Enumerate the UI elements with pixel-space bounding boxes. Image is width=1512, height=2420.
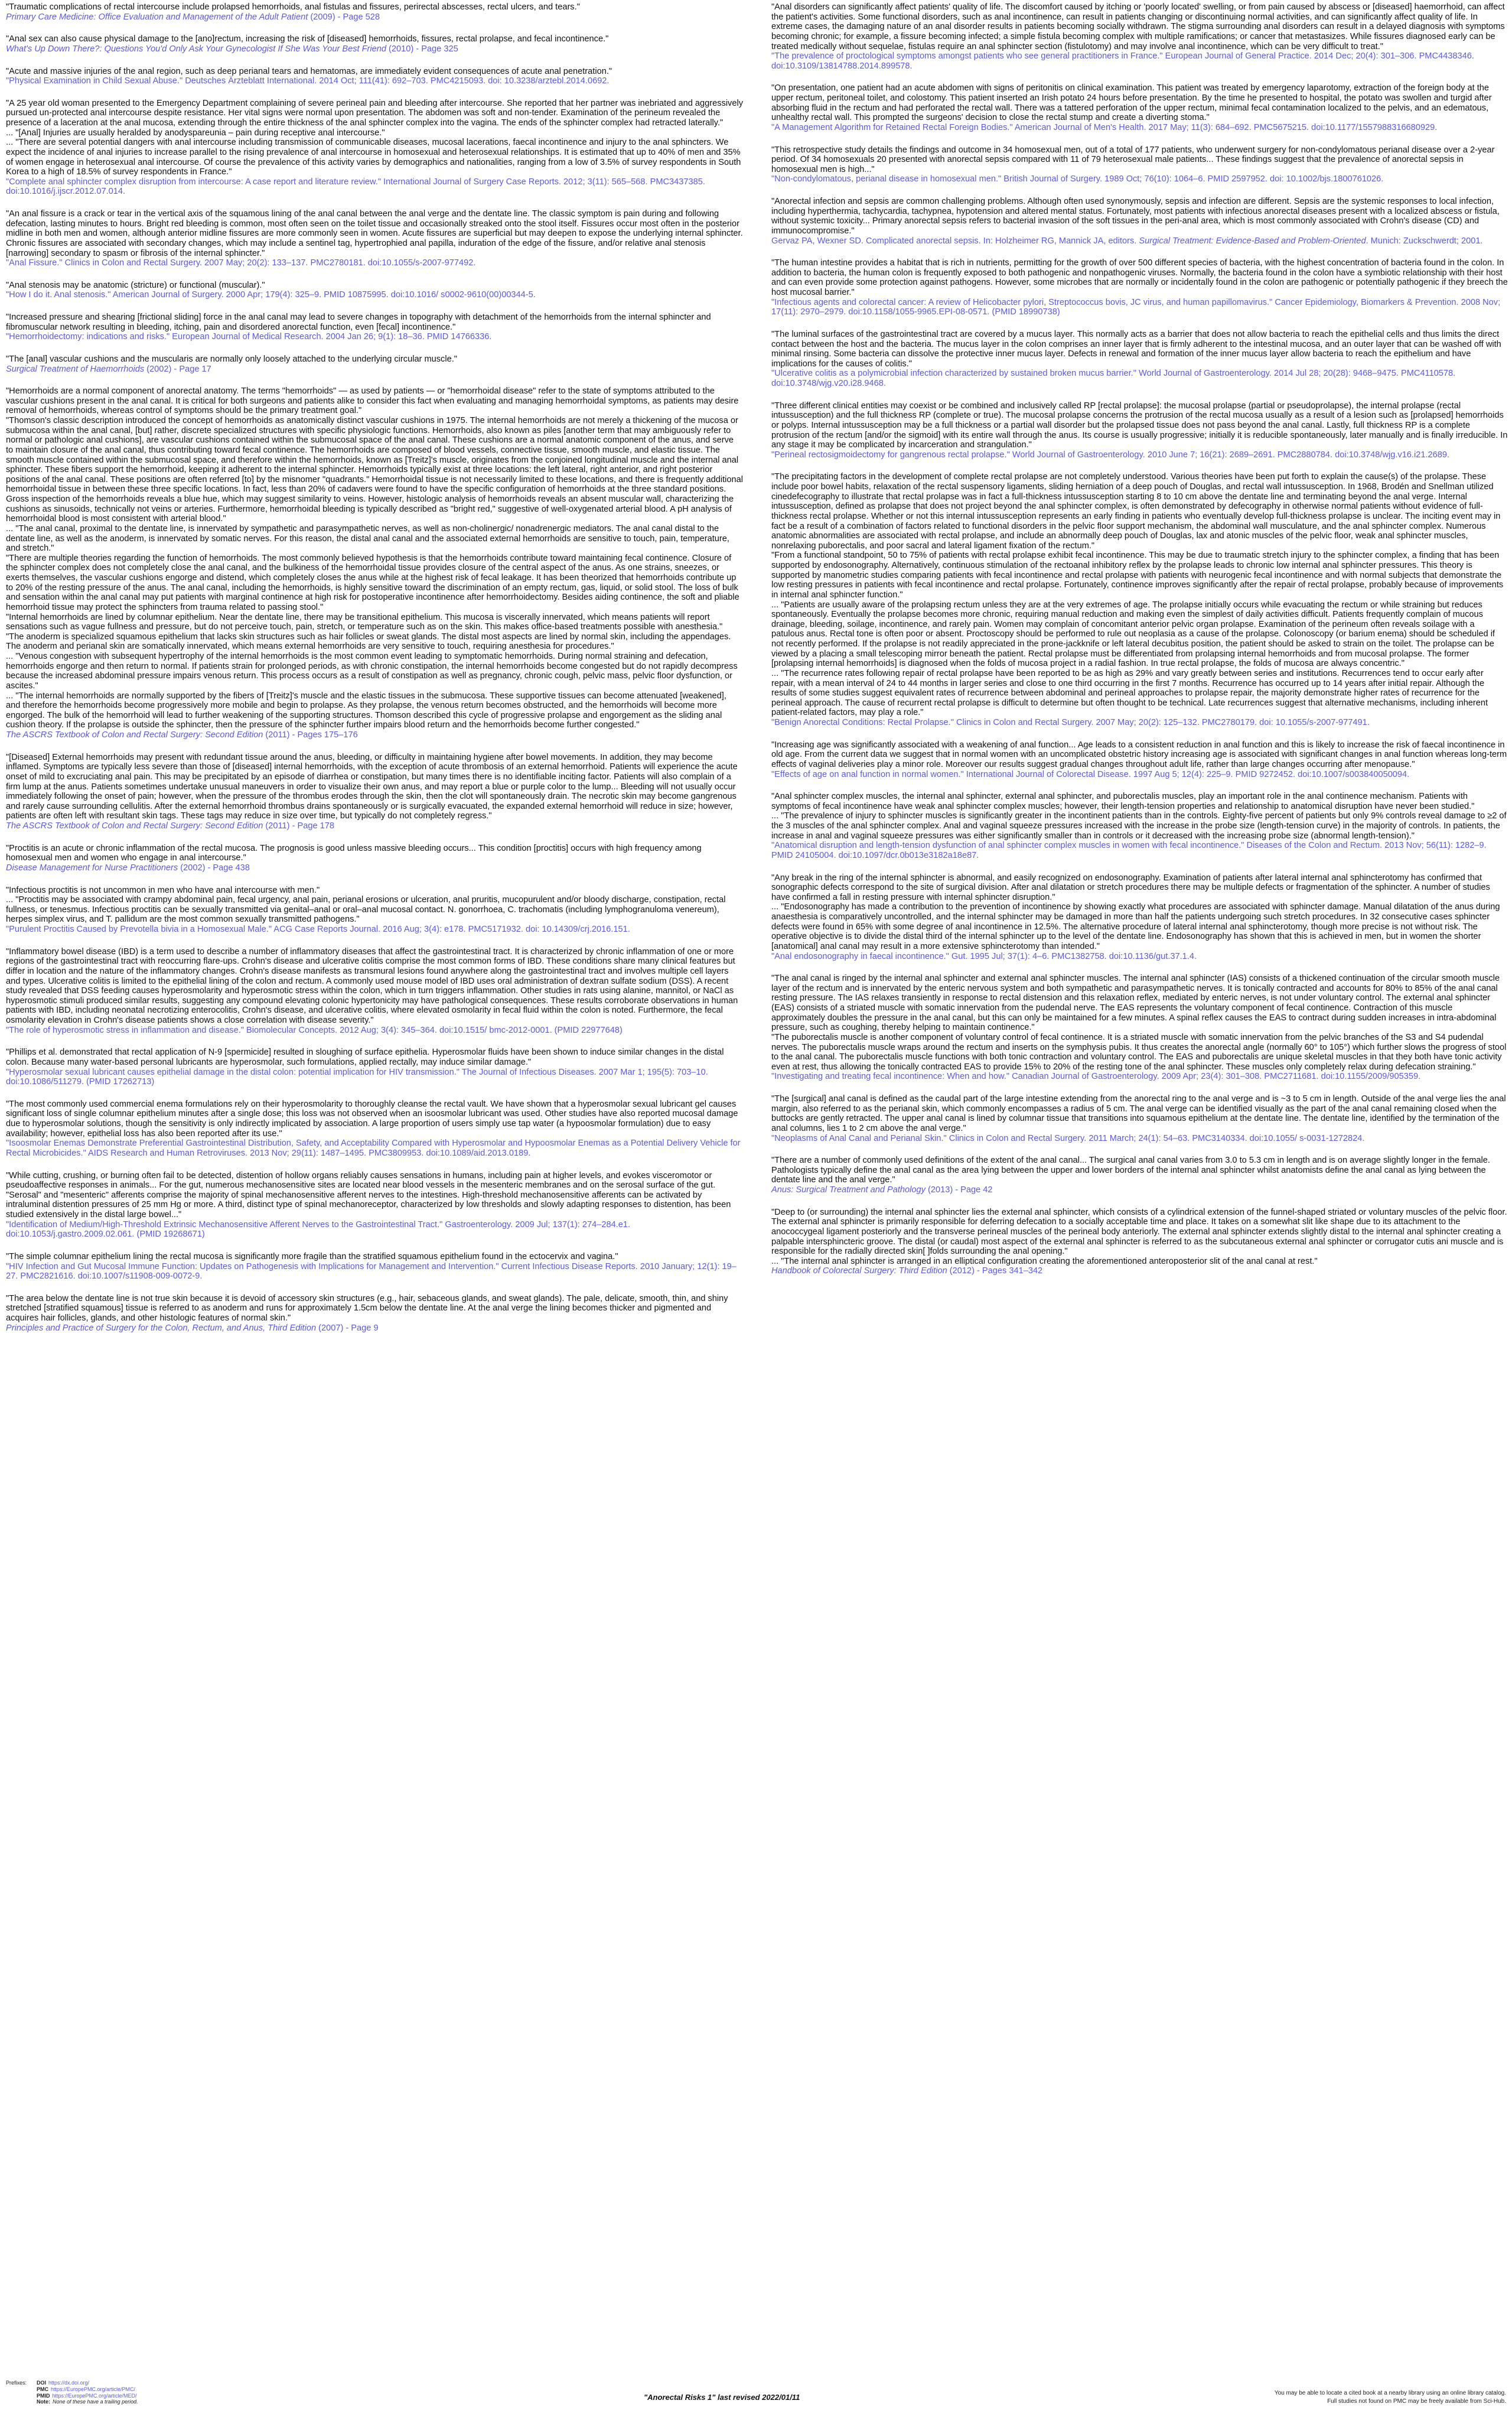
quote-text: "The [anal] vascular cushions and the muscularis are normally only loosely attached to the underlying circular muscle." — [6, 354, 457, 364]
quote-entry — [6, 1048, 743, 1087]
right-column — [771, 2, 1508, 1289]
page-footer — [0, 2370, 1512, 2420]
citation-detail[interactable]: "A Management Algorithm for Retained Rectal Foreign Bodies." American Journal of Men's Health. 2017 May; 11(3): 684–692. PMC5675215. doi:10.1177/1557988316680929. — [771, 122, 1438, 132]
quote-text: "[Diseased] External hemorrhoids may present with redundant tissue around the anus, bleeding, or difficulty in maintaining hygiene after bowel movements. In addition, they may become inflamed. Symptoms are typically less severe than those of [diseased] internal hemorrhoids, with the exception of acute thrombosis of an external hemorrhoid. Patients will experience the acute onset of mild to excruciating anal pain. This may be precipitated by an episode of diarrhea or constipation, but many times there is no identifiable inciting factor. Patients will also complain of a firm lump at the anus. Patients sometimes undertake unusual maneuvers in order to visualize their own anus, and may report a blue or purple color to the lump... Bleeding will not usually occur immediately following the onset of pain; however, when the pressure of the thrombus erodes through the skin, then the clot will spontaneously drain. The necrotic skin may become gangrenous and rarely cause surrounding cellulitis. After the external hemorrhoid thrombus drains spontaneously or is surgically evacuated, the expanded external hemorrhoid will reduce in size; however, patients are often left with resultant skin tags. These tags may reduce in size over time, but typically do not completely regress." — [6, 752, 740, 821]
citation-detail[interactable]: (2012) - Pages 341–342 — [947, 1266, 1043, 1276]
quote-entry — [6, 1294, 743, 1333]
citation-detail[interactable]: "Neoplasms of Anal Canal and Perianal Skin." Clinics in Colon and Rectal Surgery. 2011 March; 24(1): 54–63. PMC3140334. doi:10.1055/ s-0031-1272824. — [771, 1133, 1365, 1143]
quote-text: "Anorectal infection and sepsis are common challenging problems. Although often used synonymously, sepsis and infection are different. Sepsis are the systemic responses to local infection, including hyperthermia, tachycardia, tachypnea, hypotension and altered mental status. Fortunately, most patients with infectious anorectal diseases present with a localized abscess or fistula, without systemic toxicity... Primary anorectal sepsis refers to bacterial invasion of the soft tissues in the peri-anal area, which is most commonly associated with Crohn's disease (CD) and immunocompromise." — [771, 197, 1502, 236]
citation-detail[interactable]: "Complete anal sphincter complex disruption from intercourse: A case report and literature review." International Journal of Surgery Case Reports. 2012; 3(11): 565–568. PMC3437385. doi:10.1016/j.ijscr.2012.07.014. — [6, 177, 708, 197]
quote-text: "Three different clinical entities may coexist or be combined and inclusively called RP [rectal prolapse]: the mucosal prolapse (partial or pseudoprolapse), the internal prolapse (rectal intussusception) and the full thickness RP (complete or true). The mucosal prolapse concerns the protrusion of the rectal mucosa usually as a result of a lesion such as [prolapsed] hemorrhoids or polyps. Internal intussusception may be a full thickness or a partial wall disorder but the prolapsed tissue does not pass beyond the anal canal. Lastly, full thickness RP is a complete protrusion of the rectum [and/or the sigmoid] with its entire wall through the anus. Its course is usually progressive; initially it is reducible spontaneously, later manually and is finally irreducible. In any stage it may be complicated by incarceration and strangulation." — [771, 401, 1510, 450]
quote-entry — [6, 99, 743, 197]
citation[interactable] — [6, 925, 743, 935]
citation-title[interactable]: Handbook of Colorectal Surgery: Third Edition — [771, 1266, 947, 1276]
citation-title[interactable]: Anus: Surgical Treatment and Pathology — [771, 1185, 926, 1195]
quote-text: "On presentation, one patient had an acute abdomen with signs of peritonitis on clinical examination. This patient was treated by emergency laparotomy, extraction of the foreign body at the upper rectum, peritoneal toilet, and colostomy. This patient inserted an Irish potato 24 hours before presentation. By the time he presented to hospital, the potato was swollen and turgid after absorbing fluid in the rectum and had perforated the rectal wall. There was a tattered perforation of the upper rectum, minimal fecal contamination localized to the pelvis, and an edematous, unhealthy rectal wall. This prompted the surgeons' decision to close the rectal stump and create a diverting stoma." — [771, 83, 1494, 123]
citation[interactable] — [6, 12, 743, 22]
citation[interactable] — [6, 1262, 743, 1281]
citation-detail[interactable]: "Ulcerative colitis as a polymicrobial infection characterized by sustained broken mucus barrier." World Journal of Gastroenterology. 2014 Jul 28; 20(28): 9468–9475. PMC4110578. doi:10.3748/wjg.v20.i28.9468. — [771, 369, 1458, 388]
citation-detail[interactable]: . Munich: Zuckschwerdt; 2001. — [1366, 236, 1483, 246]
prefix-row — [37, 2380, 344, 2386]
quote-text: "Anal sex can also cause physical damage to the [ano]rectum, increasing the risk of [diseased] hemorrhoids, fissures, rectal prolapse, and fecal incontinence." — [6, 34, 609, 44]
quote-entry — [771, 145, 1508, 185]
quote-entry — [771, 258, 1508, 317]
quote-entry — [771, 401, 1508, 460]
citation-detail[interactable]: (2007) - Page 9 — [316, 1323, 379, 1333]
citation-detail[interactable]: "Anal Fissure." Clinics in Colon and Rectal Surgery. 2007 May; 20(2): 133–137. PMC2780181. doi:10.1055/s-2007-977492. — [6, 258, 476, 268]
document-title: "Anorectal Risks 1" last revised 2022/01/11 — [644, 2393, 800, 2402]
citation-detail[interactable]: Gervaz PA, Wexner SD. Complicated anorectal sepsis. In: Holzheimer RG, Mannick JA, editors. — [771, 236, 1139, 246]
quote-entry — [771, 792, 1508, 860]
citation[interactable] — [6, 1323, 743, 1333]
prefix-key: PMID — [37, 2392, 50, 2399]
citation-detail[interactable]: "Anatomical disruption and length-tension dysfunction of anal sphincter complex muscles in women with fecal incontinence." Diseases of the Colon and Rectum. 2013 Nov; 56(11): 1282–9. PMID 24105004. doi:10.1097/dcr.0b013e3182a18e87. — [771, 841, 1489, 860]
citation[interactable] — [771, 123, 1508, 133]
quote-text: "Acute and massive injuries of the anal region, such as deep perianal tears and hematomas, are immediately evident consequences of acute anal penetration." — [6, 66, 612, 76]
citation[interactable] — [771, 298, 1508, 317]
citation[interactable] — [6, 1026, 743, 1036]
citation-detail[interactable]: "Isoosmolar Enemas Demonstrate Preferential Gastrointestinal Distribution, Safety, and Acceptability Compared with Hyperosmolar and Hypoosmolar Enemas as a Potential Delivery Vehicle for Rectal Microbicides." AIDS Research and Human Retroviruses. 2013 Nov; 29(11): 1487–1495. PMC3809953. doi:10.1089/aid.2013.0189. — [6, 1139, 743, 1158]
quote-text: "The most commonly used commercial enema formulations rely on their hyperosmolarity to thoroughly cleanse the rectal vault. We have shown that a hyperosmolar sexual lubricant gel causes significant loss of single columnar epithelium minutes after a single dose; this loss was not observed when an isoosmolar lubricant was used. Other studies have also reported mucosal damage due to hyperosmolar solutions, though the sensitivity is only indirectly implicated by association. A large proportion of users simply use tap water (a hypoosmolar formulation) due to easy availability; however, epithelial loss has also been reported after its use." — [6, 1099, 741, 1139]
quote-entry — [771, 873, 1508, 962]
quote-entry — [6, 2, 743, 22]
prefix-url[interactable]: https://dx.doi.org/ — [48, 2380, 90, 2386]
citation-detail[interactable]: "Anal endosonography in faecal incontinence." Gut. 1995 Jul; 37(1): 4–6. PMC1382758. doi:10.1136/gut.37.1.4. — [771, 951, 1197, 961]
citation-detail[interactable]: "Purulent Proctitis Caused by Prevotella bivia in a Homosexual Male." ACG Case Reports Journal. 2016 Aug; 3(4): e178. PMC5171932. doi: 10.14309/crj.2016.151. — [6, 925, 630, 934]
quote-text: "Phillips et al. demonstrated that rectal application of N-9 [spermicide] resulted in sloughing of surface epithelia. Hyperosmolar fluids have been shown to induce similar changes in the distal colon. Because many water-based personal lubricants are hyperosmolar, such formulations, applied rectally, may induce similar damage." — [6, 1048, 726, 1067]
quote-text: "Inflammatory bowel disease (IBD) is a term used to describe a number of inflammatory diseases that affect the gastrointestinal tract. It is characterized by chronic inflammation of one or more regions of the gastrointestinal tract with reoccurring flare-ups. Crohn's disease and ulcerative colitis comprise the most common forms of IBD. These conditions share many clinical features but differ in location and the nature of the inflammatory changes. Crohn's disease manifests as transmural lesions found anywhere along the gastrointestinal tract and involves multiple cell layers and types. Ulcerative colitis is limited to the epithelial lining of the colon and rectum. A commonly used mouse model of IBD uses oral administration of dextran sulfate sodium (DSS). A recent study revealed that DSS feeding causes hyperosmolarity and hyperosmotic stress within the colon, which in turn triggers inflammation. Other studies in rats using alanine, mannitol, or NaCl as hyperosmotic stimuli produced similar results, suggesting any compound elevating colonic hypertonicity may have pathological consequences. These results corroborate observations in human patients with IBD, including neonatal necrotizing enterocolitis, Crohn's disease, and ulcerative colitis, where elevated osmolarity in fecal fluid within the colon is noted. Furthermore, the fecal osmolarity elevation in Crohn's disease patients shows a close correlation with disease severity." — [6, 946, 741, 1025]
quote-text: "The human intestine provides a habitat that is rich in nutrients, permitting for the growth of over 500 different species of bacteria, with the highest concentration of bacteria found in the colon. In addition to bacteria, the human colon is frequently exposed to both pathogenic and nonpathogenic viruses. Normally, the bacteria found in the colon have a symbiotic relationship with their host and can even provide some protection against pathogens. However, some microbes that are normally or incidentally found in the colon are pathogenic or potentially pathogenic if they breech the host mucosal barrier." — [771, 258, 1510, 297]
citation-detail[interactable]: "Physical Examination in Child Sexual Abuse." Deutsches Ärzteblatt International. 2014 Oct; 111(41): 692–703. PMC4215093. doi: 10.3238/arztebl.2014.0692. — [6, 76, 610, 86]
citation[interactable] — [771, 369, 1508, 388]
citation-detail[interactable]: (2002) - Page 438 — [178, 863, 250, 873]
quote-text: "Increasing age was significantly associated with a weakening of anal function... Age leads to a consistent reduction in anal function and this is likely to increase the risk of faecal incontinence in old age. From the current data we suggest that in normal women with an uncomplicated obstetric history increasing age is associated with significant changes in anal function whereas long-term effects of vaginal deliveries play a minor role. Moreover our results suggest gradual changes throughout adult life, rather than large changes occurring after menopause." — [771, 740, 1510, 769]
citation-title[interactable]: Primary Care Medicine: Office Evaluation and Management of the Adult Patient — [6, 12, 308, 22]
quote-text: "There are a number of commonly used definitions of the extent of the anal canal... The surgical anal canal varies from 3.0 to 5.3 cm in length and is on average slightly longer in the female. Pathologists typically define the anal canal as the area lying between the upper and lower borders of the internal anal sphincter whilst anatomists define the anal canal as lying between the dentate line and the anal verge." — [771, 1156, 1493, 1185]
quote-entry — [6, 313, 743, 342]
citation[interactable] — [6, 44, 743, 54]
quote-entry — [771, 2, 1508, 71]
citation-title[interactable]: The ASCRS Textbook of Colon and Rectal Surgery: Second Edition — [6, 821, 263, 831]
quote-text: "The anal canal is ringed by the internal anal sphincter and external anal sphincter muscles. The internal anal sphincter (IAS) consists of a thickened continuation of the circular smooth muscle layer of the rectum and is innervated by the enteric nervous system and both sympathetic and parasympathetic nerves. It is tonically contracted and accounts for 80% to 85% of the anal canal resting pressure. The IAS relaxes transiently in response to rectal distension and this relaxation reflex, mediated by enteric nerves, is not under voluntary control. The external anal sphincter (EAS) consists of a striated muscle with somatic innervation from the pudendal nerve. The EAS represents the voluntary component of fecal continence. Contraction of this muscle approximately doubles the pressure in the anal canal, but this can only be maintained for a few minutes. A spinal reflex causes the EAS to contract during sudden increases in intra-abdominal pressure, such as coughing, thereby helping to maintain continence." "The puborectalis muscle is another component of voluntary control of fecal continence. It is a striated muscle with somatic innervation from the pelvic branches of the S3 and S4 pudendal nerves. The puborectalis muscle wraps around the rectum and inserts on the symphysis pubis. It thus creates the anorectal angle (normally 60° to 105°) which further slows the progress of stool to the anal canal. The puborectalis muscle functions with both tonic contraction and voluntary control. The EAS and puborectalis are unique skeletal muscles in that they both have tonic activity even at rest, thus allowing the tonically contracted EAS to provide 15% to 20% of the resting tone of the anal sphincter. These muscles only completely relax during defecation straining." — [771, 974, 1507, 1072]
library-note-line: You may be able to locate a cited book at a nearby library using an online library catalog. — [1274, 2390, 1506, 2396]
prefix-url[interactable]: https://EuropePMC.org/article/PMC/ — [51, 2386, 136, 2392]
citation[interactable] — [6, 76, 743, 86]
citation-detail[interactable]: (2011) - Page 178 — [263, 821, 334, 831]
citation-detail[interactable]: "HIV Infection and Gut Mucosal Immune Function: Updates on Pathogenesis with Implications for Management and Intervention." Current Infectious Disease Reports. 2010 January; 12(1): 19–27. PMC2821616. doi:10.1007/s11908-009-0072-9. — [6, 1261, 737, 1281]
citation-detail[interactable]: "Benign Anorectal Conditions: Rectal Prolapse." Clinics in Colon and Rectal Surgery. 2007 May; 20(2): 125–132. PMC2780179. doi: 10.1055/s-2007-977491. — [771, 718, 1370, 727]
quote-entry — [771, 1156, 1508, 1195]
quote-entry — [771, 1094, 1508, 1143]
quote-entry — [771, 974, 1508, 1082]
citation[interactable] — [771, 450, 1508, 460]
citation-detail[interactable]: "The role of hyperosmotic stress in inflammation and disease." Biomolecular Concepts. 2012 Aug; 3(4): 345–364. doi:10.1515/ bmc-2012-0001. (PMID 22977648) — [6, 1025, 623, 1035]
quote-text: "Infectious proctitis is not uncommon in men who have anal intercourse with men." ... "Proctitis may be associated with crampy abdominal pain, fecal urgency, anal pain, perianal erosions or ulceration, anal pruritis, mucopurulent and/or bloody discharge, constipation, rectal fullness, or tenesmus. Infectious proctitis can be sexually transmitted via genital–anal or oral–anal mucosal contact. N. gonorrhoea, C. trachomatis (including lymphogranuloma venereum), herpes simplex virus, and T. pallidum are the most common sexually transmitted pathogens." — [6, 885, 726, 925]
citation-detail[interactable]: "Non-condylomatous, perianal disease in homosexual men." British Journal of Surgery. 1989 Oct; 76(10): 1064–6. PMID 2597952. doi: 10.1002/bjs.1800761026. — [771, 174, 1384, 184]
citation-title[interactable]: Disease Management for Nurse Practitioners — [6, 863, 178, 873]
quote-entry — [771, 83, 1508, 132]
prefix-row — [37, 2386, 344, 2393]
citation-detail[interactable]: "Infectious agents and colorectal cancer: A review of Helicobacter pylori, Streptococcus bovis, JC virus, and human papillomavirus." Cancer Epidemiology, Biomarkers & Prevention. 2008 Nov; 17(11): 2970–2979. doi:10.1158/1055-9965.EPI-08-0571. (PMID 18990738) — [771, 297, 1503, 317]
citation-title[interactable]: What's Up Down There?: Questions You'd Only Ask Your Gynecologist If She Was Your Best Friend — [6, 44, 386, 54]
citation-detail[interactable]: "Perineal rectosigmoidectomy for gangrenous rectal prolapse." World Journal of Gastroenterology. 2010 June 7; 16(21): 2689–2691. PMC2880784. doi:10.3748/wjg.v16.i21.2689. — [771, 450, 1450, 460]
quote-entry — [6, 281, 743, 300]
prefix-note: None of these have a trailing period. — [53, 2399, 138, 2405]
quote-text: "Anal sphincter complex muscles, the internal anal sphincter, external anal sphincter, and puborectalis muscles, play an important role in the anal continence mechanism. Patients with symptoms of fecal incontinence have weak anal sphincter complex muscles; however, their length-tension properties and relationship to anatomical disruption have never been studied." ... "The prevalence of injury to sphincter muscles is significantly greater in the incontinent patients than in the controls. Eighty-five percent of patients but only 9% controls reveal damage to ≥2 of the 3 muscles of the anal sphincter complex. Anal and vaginal squeeze pressures increased with the increase in the probe size (length-tension curve) in the majority of controls. In patients, the increase in anal and vaginal squeeze pressures was either significantly smaller than in controls or it decreased with the increasing probe size (abnormal length-tension)." — [771, 792, 1507, 841]
citation[interactable] — [6, 290, 743, 300]
quote-text: "The area below the dentate line is not true skin because it is devoid of accessory skin structures (e.g., hair, sebaceous glands, and sweat glands). The pale, delicate, smooth, thin, and shiny stretched [stratified squamous] tissue is referred to as anoderm and runs for approximately 1.5cm below the dentate line. At the anal verge the lining becomes thicker and pigmented and acquires hair follicles, glands, and other histologic features of normal skin." — [6, 1293, 731, 1323]
citation-title[interactable]: The ASCRS Textbook of Colon and Rectal Surgery: Second Edition — [6, 730, 263, 740]
prefix-row — [37, 2393, 344, 2399]
quote-entry — [771, 197, 1508, 246]
quote-entry — [771, 330, 1508, 389]
citation-detail[interactable]: "Investigating and treating fecal incontinence: When and how." Canadian Journal of Gastroenterology. 2009 Apr; 23(4): 301–308. PMC2711681. doi:10.1155/2009/905359. — [771, 1072, 1421, 1082]
quote-text: "A 25 year old woman presented to the Emergency Department complaining of severe perineal pain and bleeding after intercourse. She reported that her partner was inebriated and aggressively pursued un-protected anal intercourse despite resistance. Her vital signs were normal upon presentation. The abdomen was soft and non-tender. Examination of the perineum revealed the presence of a laceration at the anal mucosa, extending through the entire thickness of the anal sphincter complex into the vagina. The ends of the sphincter complex had retracted laterally." ... "[Anal] Injuries are usually heralded by anodyspareunia – pain during receptive anal intercourse." ... "There are several potential dangers with anal intercourse including transmission of communicable diseases, mucosal lacerations, faecal incontinence and injury to the anal sphincters. We expect the incidence of anal injuries to increase parallel to the rising prevalence of anal intercourse in homosexual and heterosexual relationships. It is estimated that up to 40% of men and 35% of women engage in heterosexual anal intercourse. Of course the prevalence of this activity varies by demographics and nationalities, ranging from a low of 3.5% of survey respondents in South Korea to a high of 18.5% of survey respondents in France." — [6, 98, 744, 177]
citation-title[interactable]: Principles and Practice of Surgery for the Colon, Rectum, and Anus, Third Edition — [6, 1323, 317, 1333]
quote-entry — [6, 1171, 743, 1240]
quote-entry — [6, 34, 743, 54]
quote-text: "The simple columnar epithelium lining the rectal mucosa is significantly more fragile than the stratified squamous epithelium found in the ectocervix and vagina." — [6, 1251, 618, 1261]
quote-text: "An anal fissure is a crack or tear in the vertical axis of the squamous lining of the anal canal between the anal verge and the dentate line. The classic symptom is pain during and following defecation, lasting minutes to hours. Bright red bleeding is common, most often seen on the toilet tissue and occasionally streaked onto the stool itself. Fissures occur most often in the posterior midline in both men and women, although anterior midline fissures are more commonly seen in women. Acute fissures are superficial but may deepen to expose the underlying internal sphincter. Chronic fissures are associated with secondary changes, which may include a sentinel tag, hypertrophied anal papilla, induration of the edge of the fissure, and/or relative anal stenosis [narrowing] secondary to spasm or fibrosis of the internal sphincter." — [6, 209, 745, 258]
prefix-key: PMC — [37, 2386, 48, 2392]
quote-text: "Anal stenosis may be anatomic (stricture) or functional (muscular)." — [6, 280, 265, 290]
quote-entry — [6, 354, 743, 374]
citation-detail[interactable]: "Hemorrhoidectomy: indications and risks." European Journal of Medical Research. 2004 Jan 26; 9(1): 18–36. PMID 14766336. — [6, 332, 492, 342]
quote-text: "Anal disorders can significantly affect patients' quality of life. The discomfort caused by itching or 'poorly located' swelling, or from pain caused by abscess or [diseased] haemorrhoid, can affect the patient's activities. Some functional disorders, such as anal incontinence, can result in patients changing or discontinuing normal activities, and can significantly affect quality of life. In extreme cases, the damaging nature of an anal disorder results in patients becoming socially withdrawn. The stigma surrounding anal disorders can result in a delayed diagnosis with symptoms becoming chronic; for example, a fissure becoming infected; a simple fistula becoming complex with multiple ramifications; or cancer that metastasizes. While fissures diagnosed early can be treated medically without sequelae, fistulas require an anal sphincter section (fistulotomy) and may involve anal incontinence, which can be very difficult to treat." — [771, 2, 1507, 51]
quote-text: "This retrospective study details the findings and outcome in 34 homosexual men, out of a total of 177 patients, who underwent surgery for non-condylomatous perianal disease over a 2-year period. Of 34 homosexuals 20 presented with anorectal sepsis compared with 11 of 79 heterosexual male patients... These findings suggest that the prevalence of anorectal sepsis in homosexual men is high..." — [771, 145, 1497, 174]
quote-text: "Any break in the ring of the internal sphincter is abnormal, and easily recognized on endosonography. Examination of patients after lateral internal anal sphincterotomy has confirmed that sonographic defects correspond to the site of surgical division. After anal dilatation or stretch procedures there may be multiple defects or fragmentation of the sphincter. A number of studies have confirmed a fall in resting pressure with internal sphincter disruption." ... "Endosonography has made a contribution to the prevention of incontinence by showing exactly what procedures are associated with sphincter damage. Manual dilatation of the anus during anaesthesia is comparatively uncontrolled, and the internal sphincter may be damaged in more than half the patients undergoing such stretch procedures. In 32 consecutive cases sphincter defects were found in 65% with some degree of anal incontinence in 12.5%. The alternative procedure of lateral internal anal sphincterotomy, though more precise is not without risk. The operative objective is to divide the distal third of the internal sphincter up to the level of the dentate line. Endosonography has shown that this is achieved in men, but in women the shorter [anatomical] anal canal may result in a more extensive sphincterotomy than intended." — [771, 873, 1500, 951]
citation[interactable] — [6, 1068, 743, 1087]
citation-detail[interactable]: (2009) - Page 528 — [308, 12, 380, 22]
quote-text: "Deep to (or surrounding) the internal anal sphincter lies the external anal sphincter, which consists of a cylindrical extension of the funnel-shaped striated or voluntary muscles of the pelvic floor. The external anal sphincter is primarily responsible for deferring defecation to a socially acceptable time and place. It takes on a somewhat slit like shape due to its attachment to the anococcygeal ligament posteriorly and the transverse perineal muscles of the perineal body anteriorly. The external anal sphincter extends slightly distal to the internal anal sphincter creating a palpable intersphincteric groove. The distal (or caudal) most aspect of the external anal sphincter is referred to as the subcutaneous external anal sphincter or corrugator cutis ani muscle and is responsible for the radially directed skin[ ]folds surrounding the anal opening." ... "The internal anal sphincter is arranged in an elliptical configuration creating the aforementioned anteroposterior slit of the anal canal at rest." — [771, 1207, 1507, 1266]
citation[interactable] — [771, 1134, 1508, 1144]
citation-title[interactable]: Surgical Treatment of Haemorrhoids — [6, 364, 145, 374]
scihub-note-line: Full studies not found on PMC may be freely available from Sci-Hub. — [1327, 2398, 1506, 2405]
prefix-row — [37, 2399, 344, 2405]
citation[interactable] — [6, 177, 743, 197]
prefix-key: Note: — [37, 2399, 50, 2405]
quote-entry — [6, 67, 743, 86]
citation[interactable] — [771, 952, 1508, 962]
citation-detail[interactable]: "Hyperosmolar sexual lubricant causes epithelial damage in the distal colon: potential implication for HIV transmission." The Journal of Infectious Diseases. 2007 Mar 1; 195(5): 703–10. doi:10.1086/511279. (PMID 17262713) — [6, 1067, 711, 1087]
citation-detail[interactable]: "The prevalence of proctological symptoms amongst patients who see general practitioners in France." European Journal of General Practice. 2014 Dec; 20(4): 301–306. PMC4438346. doi:10.3109/13814788.2014.899578. — [771, 51, 1477, 71]
quote-entry — [6, 947, 743, 1036]
quote-entry — [6, 209, 743, 268]
quote-entry — [6, 386, 743, 740]
citation[interactable] — [771, 51, 1508, 71]
citation[interactable] — [6, 863, 743, 873]
citation[interactable] — [771, 1072, 1508, 1082]
quote-entry — [6, 844, 743, 873]
citation-detail[interactable]: (2002) - Page 17 — [144, 364, 211, 374]
citation-title[interactable]: Surgical Treatment: Evidence-Based and Problem-Oriented — [1139, 236, 1366, 246]
citation[interactable] — [6, 821, 743, 831]
citation[interactable] — [6, 365, 743, 375]
citation[interactable] — [6, 258, 743, 268]
quote-entry — [771, 472, 1508, 727]
citation[interactable] — [771, 174, 1508, 184]
quote-entry — [6, 1100, 743, 1159]
quote-entry — [6, 1252, 743, 1281]
quote-entry — [6, 886, 743, 935]
quote-text: "Traumatic complications of rectal intercourse include prolapsed hemorrhoids, anal fistulas and fissures, perirectal abscesses, rectal ulcers, and tears." — [6, 2, 580, 12]
citation-detail[interactable]: "Effects of age on anal function in normal women." International Journal of Colorectal Disease. 1997 Aug 5; 12(4): 225–9. PMID 9272452. doi:10.1007/s003840050094. — [771, 769, 1410, 779]
citation[interactable] — [771, 841, 1508, 860]
citation[interactable] — [6, 332, 743, 342]
citation[interactable] — [771, 718, 1508, 728]
citation[interactable] — [6, 1139, 743, 1158]
prefixes-label: Prefixes: — [6, 2380, 27, 2386]
citation[interactable] — [6, 1220, 743, 1240]
citation[interactable] — [771, 770, 1508, 780]
citation-detail[interactable]: (2011) - Pages 175–176 — [263, 730, 358, 740]
citation[interactable] — [6, 730, 743, 740]
prefix-key: DOI — [37, 2380, 47, 2386]
quote-entry — [771, 740, 1508, 780]
quote-text: "The precipitating factors in the development of complete rectal prolapse are not completely understood. Various theories have been put forth to explain the cause(s) of the prolapse. These include poor bowel habits, relaxation of the rectal suspensory ligaments, sliding herniation of a deep pouch of Douglas, and rectal wall intussusception. In 1968, Brodén and Snellman utilized cinedefecography to illustrate that rectal prolapse was in fact a full-thickness intussusception starting 8 to 10 cm above the dentate line and terminating beyond the anal verge. Internal intussusception, defined as prolapse that does not project beyond the anal sphincter complex, is often demonstrated by defecography in otherwise normal patients without evidence of full-thickness rectal prolapse. Whether or not this internal intussusception represents an early finding in patients who eventually develop full-thickness prolapse is unclear. The inciting event may in fact be a result of a combination of factors related to functional disorders in the pelvic floor support mechanism, the abdominal wall musculature, and the anal sphincter complex. Numerous anatomic abnormalities are associated with rectal prolapse, and include an abnormally deep pouch of Douglas, lax and atonic muscles of the pelvic floor, weak anal sphincter muscles, nonrelaxing puborectalis, and poor sacral and lateral ligament fixation of the rectum." "From a functional standpoint, 50 to 75% of patients with rectal prolapse exhibit fecal incontinence. This may be due to traumatic stretch injury to the sphincter complex, a finding that has been supported by endosonography. Alternatively, continuous stimulation of the rectoanal inhibitory reflex by the prolapse leads to chronic low internal anal sphincter pressures. This theory is supported by manometric studies comparing patients with fecal incontinence and rectal prolapse with patients with neurogenic fecal incontinence and with normal subjects that demonstrate the low resting pressures in patients with fecal incontinence and rectal prolapse. Fortunately, continence improves significantly after the repair of rectal prolapse, probably because of improvements in internal anal sphincter function." ... "Patients are usually aware of the prolapsing rectum unless they are at the very extremes of age. The prolapse initially occurs while evacuating the rectum or while straining but reduces spontaneously. Eventually the prolapse becomes more chronic, requiring manual reduction and making even the simplest of daily activities difficult. Patients frequently complain of mucous drainage, bleeding, soilage, incontinence, and rarely pain. Women may complain of concomitant anterior pelvic organ prolapse. Examination of the perineum often reveals soilage with a patulous anus. Rectal tone is often poor or absent. Proctoscopy should be performed to rule out neoplasia as a cause of the prolapse. Colonoscopy (or barium enema) should be scheduled if not recently performed. If the prolapse is not readily appreciated in the prone-jackknife or left lateral decubitus position, the patient should be asked to strain on the toilet. The prolapse can be viewed by a placing a small telescoping mirror beneath the patient. Rectal prolapse must be differentiated from prolapsing internal hemorrhoids and from mucosal prolapse. The former [prolapsing internal hemorrhoids] is diagnosed when the folds of mucosa project in a radial fashion. In true rectal prolapse, the folds of mucosa are always concentric." ... "The recurrence rates following repair of rectal prolapse have been reported to be as high as 29% and vary greatly between series and institutions. Recurrences tend to occur early after repair, with a mean interval of 24 to 44 months in larger series and close to one third occurring in the first 7 months. Recurrence has occurred up to 14 years after initial repair. Although the results of some studies suggest equivalent rates of recurrence between abdominal and perineal approaches to prolapse repair, the majority demonstrate higher rates of recurrence for the perineal approach. The cause of recurrent rectal prolapse is difficult to determine but often thought to be technical. Late recurrences suggest that alternative mechanisms, including inherent patient-related factors, may play a role." — [771, 472, 1504, 718]
citation-detail[interactable]: "How I do it. Anal stenosis." American Journal of Surgery. 2000 Apr; 179(4): 325–9. PMID 10875995. doi:10.1016/ s0002-9610(00)00344-5. — [6, 290, 536, 300]
quote-text: "While cutting, crushing, or burning often fail to be detected, distention of hollow organs reliably causes sensations in humans, including pain at higher levels, and evokes visceromotor or pseudoaffective responses in animals... For the gut, numerous mechanosensitive sites are located near blood vessels in the mesenteric membranes and on the serosal surface of the gut. "Serosal" and "mesenteric" afferents comprise the majority of spinal mechanosensitive afferent nerves to the intestines. High-threshold mechanosensitive afferents can be activated by intraluminal distention pressures of 25 mm Hg or more. A third, distinct type of spinal mechanoreceptor, characterized by low thresholds and slowly adapting responses to distention, has been studied extensively in the distal large bowel..." — [6, 1170, 734, 1219]
quote-entry — [771, 1208, 1508, 1276]
quote-text: "The [surgical] anal canal is defined as the caudal part of the large intestine extending from the anorectal ring to the anal verge and is ~3 to 5 cm in length. Outside of the anal verge lies the anal margin, also referred to as the perianal skin, which commonly encompasses a radius of 5 cm. The anal verge can be identified visually as the part of the anal canal remaining closed when the buttocks are gently retracted. The upper anal canal is lined by columnar tissue that transitions into squamous epithelium at the dentate line. The dentate line, identified by the termination of the anal columns, lies 1 to 2 cm above the anal verge." — [771, 1094, 1508, 1133]
quote-text: "Proctitis is an acute or chronic inflammation of the rectal mucosa. The prognosis is good unless massive bleeding occurs... This condition [proctitis] occurs with high frequency among homosexual men and women who engage in anal intercourse." — [6, 843, 704, 863]
citation-detail[interactable]: (2010) - Page 325 — [386, 44, 458, 54]
citation-detail[interactable]: (2013) - Page 42 — [925, 1185, 993, 1195]
quote-entry — [6, 753, 743, 831]
prefix-url[interactable]: https://EuropePMC.org/article/MED/ — [52, 2392, 137, 2399]
library-note — [1140, 2389, 1506, 2405]
citation[interactable] — [771, 1266, 1508, 1276]
quote-text: "Hemorrhoids are a normal component of anorectal anatomy. The terms "hemorrhoids" — as used by patients — or "hemorrhoidal disease" refer to the state of symptoms attributed to the vascular cushions present in the anal canal. It is critical for both surgeons and patients alike to consider this fact when evaluating and managing hemorrhoidal symptoms, as patients may desire removal of hemorrhoids, whereas control of symptoms should be the primary treatment goal." "Thomson's classic description introduced the concept of hemorrhoids as anatomically distinct vascular cushions in 1975. The internal hemorrhoids are not merely a thickening of the mucosa or submucosa within the anal canal, [but] rather, discrete specialized structures with specific physiologic functions. Hemorrhoids, also known as piles [another term that may ambiguously refer to normal or pathologic anal cushions], are vascular cushions contained within the submucosal space of the anal canal. These cushions are a normal anatomic component of the anus, and serve to maintain closure of the anal canal, thus contributing toward fecal continence. The hemorrhoids are composed of blood vessels, connective tissue, smooth muscle, and elastic tissue. The smooth muscle contained within the submucosal space, and therefore within the hemorrhoids, known as [Treitz]'s muscle, originates from the conjoined longitudinal muscle and the internal anal sphincter. These fibers support the hemorrhoid, keeping it adherent to the internal sphincter. Hemorrhoids typically exist at three locations: the left lateral, right anterior, and right posterior positions of the anal canal. These positions are often referred [to] by the misnomer "quadrants." Hemorrhoidal tissue is not necessarily limited to these locations, and there is frequently additional hemorrhoidal tissue in between these three specific locations. In fact, less than 20% of cadavers were found to have the specific configuration of hemorrhoids at the three standard positions. Gross inspection of the hemorrhoids reveals a blue hue, which may suggest similarity to veins. However, histologic analysis of hemorrhoids reveals an absent muscular wall, characterizing the cushions as sinusoids, technically not veins or arteries. Furthermore, hemorrhoidal bleeding is typically described as "bright red," suggestive of well-oxygenated arterial blood. A pH analysis of hemorrhoidal blood is most consistent with arterial blood." ... "The anal canal, proximal to the dentate line, is innervated by sympathetic and parasympathetic nerves, as well as non-cholinergic/ nonadrenergic mediators. The anal canal distal to the dentate line, as well as the anoderm, is innervated by somatic nerves. For this reason, the distal anal canal and the associated external hemorrhoids are sensitive to touch, pain, temperature, and stretch." "There are multiple theories regarding the function of hemorrhoids. The most commonly believed hypothesis is that the hemorrhoids contribute toward maintaining fecal continence. Closure of the sphincter complex does not completely close the anal canal, and the bulkiness of the hemorrhoidal tissue provides closure of the central aspect of the anus. As one strains, sneezes, or exerts themselves, the vascular cushions engorge and distend, which completely closes the anus while at the highest risk of fecal leakage. It has been theorized that hemorrhoids contribute up to 20% of the resting pressure of the anus. The anal canal, including the hemorrhoids, is highly sensitive toward the discrimination of an empty rectum, gas, liquid, or solid stool. The loss of bulk and sensation within the anal canal may put patients with marginal continence at high risk for postoperative incontinence after hemorrhoidectomy. Besides aiding continence, the soft and pliable hemorrhoid tissue may protect the sphincters from trauma related to passing stool." "Internal hemorrhoids are lined by columnar epithelium. Near the dentate line, there may be transitional epithelium. This mucosa is viscerally innervated, which means patients will report sensations such as vague fullness and pressure, but do not perceive touch, pain, stretch, or temperature such as on the skin. This makes office-based treatments possible with anesthesia." "The anoderm is specialized squamous epithelium that lacks skin structures such as hair follicles or sweat glands. The distal most aspects are lined by normal skin, including the appendages. The anoderm and perianal skin are somatically innervated, which means external hemorrhoids are very sensitive to touch, requiring anesthesia for procedures." ... "Venous congestion with subsequent hypertrophy of the internal hemorrhoids is the most common event leading to symptomatic hemorrhoids. During normal straining and defecation, hemorrhoids engorge and then return to normal. If patients strain for prolonged periods, as with chronic constipation, the internal hemorrhoids become congested but do not rapidly decompress because the increased abdominal pressure impairs venous return. This process occurs as a result of constipation as well as pregnancy, chronic cough, pelvic mass, pelvic floor dysfunction, or ascites." ... "The internal hemorrhoids are normally supported by the fibers of [Treitz]'s muscle and the elastic tissues in the submucosa. These supportive tissues can become attenuated [weakened], and therefore the hemorrhoids become progressively more mobile and begin to prolapse. As they prolapse, the venous return becomes obstructed, and the hemorrhoids will become more engorged. The bulk of the hemorrhoid will lead to further weakening of the supporting structures. Thomson described this cycle of progressive prolapse and engorgement as the sliding anal cushion theory. If the prolapse is outside the sphincter, then the pressure of the sphincter further impairs blood return and the hemorrhoids become further congested." — [6, 386, 743, 730]
citation[interactable] — [771, 1185, 1508, 1195]
citation-detail[interactable]: "Identification of Medium/High-Threshold Extrinsic Mechanosensitive Afferent Nerves to the Gastrointestinal Tract." Gastroenterology. 2009 Jul; 137(1): 274–284.e1. doi:10.1053/j.gastro.2009.02.061. (PMID 19268671) — [6, 1219, 633, 1240]
prefix-list — [37, 2380, 344, 2405]
quote-text: "Increased pressure and shearing [frictional sliding] force in the anal canal may lead to severe changes in topography with detachment of the hemorrhoids from the internal sphincter and fibromuscular network resulting in bleeding, itching, pain and disordered anorectal function, even [fecal] incontinence." — [6, 313, 713, 332]
quote-text: "The luminal surfaces of the gastrointestinal tract are covered by a mucus layer. This normally acts as a barrier that does not allow bacteria to reach the epithelial cells and thus limits the direct contact between the host and the bacteria. The mucus layer in the colon comprises an inner layer that is firmly adherent to the intestinal mucosa, and an outer layer that can be washed off with minimal rinsing. Some bacteria can dissolve the protective inner mucus layer. Defects in renewal and formation of the inner mucus layer allow bacteria to reach the epithelium and have implications for the causes of colitis." — [771, 329, 1504, 369]
citation[interactable] — [771, 236, 1508, 246]
left-column — [6, 2, 743, 1345]
